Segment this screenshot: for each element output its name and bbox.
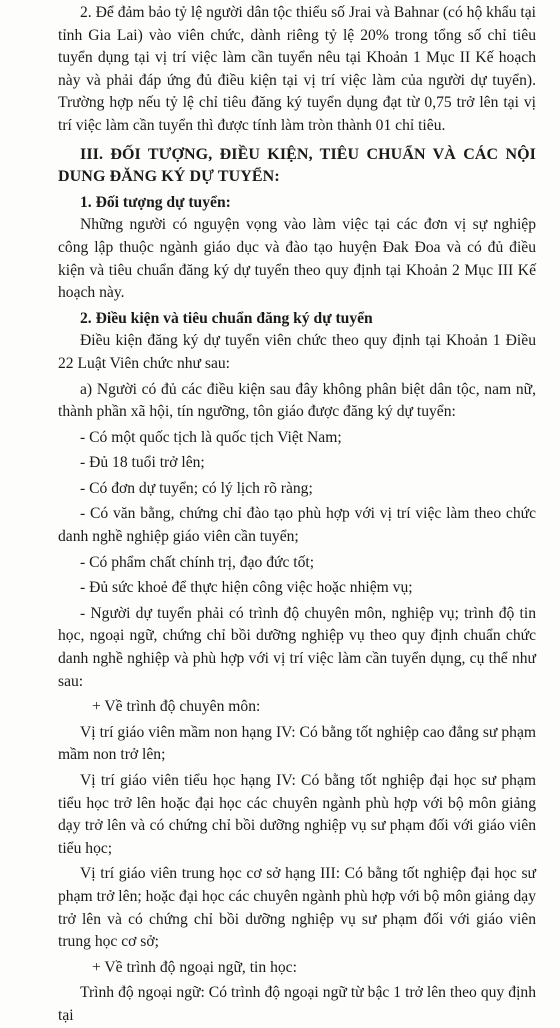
- professional-primary: Vị trí giáo viên tiểu học hạng IV: Có bằng tốt nghiệp đại học sư phạm tiểu học trở lên hoặc đại học các chuyên ngành phù hợp với bộ môn giảng dạy trở lên và có chứng chỉ bồi dưỡng nghiệp vụ sư phạm đối với giáo viên tiểu học;: [58, 772, 536, 857]
- paragraph-ethnic-quota: 2. Để đảm bảo tỷ lệ người dân tộc thiểu số Jrai và Bahnar (có hộ khẩu tại tỉnh Gia Lai) vào viên chức, dành riêng tỷ lệ 20% trong tổng số chỉ tiêu tuyển dụng tại vị trí việc làm cần tuyển nêu tại Khoản 1 Mục II Kế hoạch này và phải đáp ứng đủ điều kiện tại vị trí việc làm của người dự tuyển). Trường hợp nếu tỷ lệ chỉ tiêu đăng ký tuyển dụng đạt từ 0,75 trở lên tại vị trí việc làm cần tuyển thì được tính làm tròn thành 01 chỉ tiêu.: [58, 4, 536, 134]
- professional-preschool: Vị trí giáo viên mầm non hạng IV: Có bằng tốt nghiệp cao đẳng sư phạm mầm non trở lên;: [58, 723, 536, 764]
- professional-secondary: Vị trí giáo viên trung học cơ sở hạng III: Có bằng tốt nghiệp đại học sư phạm trở lên; hoặc đại học các chuyên ngành phù hợp với bộ môn giảng dạy trở lên và có chứng chỉ bồi dưỡng nghiệp vụ sư phạm đối với giáo viên trung học cơ sở;: [58, 865, 536, 951]
- paragraph-conditions-intro: Điều kiện đăng ký dự tuyển viên chức theo quy định tại Khoản 1 Điều 22 Luật Viên chức như sau:: [58, 332, 536, 372]
- subsection-heading-2: 2. Điều kiện và tiêu chuẩn đăng ký dự tuyển: [80, 309, 373, 327]
- language-it-heading: + Về trình độ ngoại ngữ, tin học:: [92, 958, 297, 976]
- section-heading-iii: III. ĐỐI TƯỢNG, ĐIỀU KIỆN, TIÊU CHUẨN VÀ CÁC NỘI DUNG ĐĂNG KÝ DỰ TUYỂN:: [58, 145, 536, 186]
- condition-nationality: - Có một quốc tịch là quốc tịch Việt Nam;: [80, 428, 342, 446]
- condition-ethics: - Có phẩm chất chính trị, đạo đức tốt;: [80, 553, 315, 571]
- subsection-heading-1: 1. Đối tượng dự tuyển:: [80, 193, 231, 211]
- condition-health: - Đủ sức khoẻ để thực hiện công việc hoặc nhiệm vụ;: [80, 579, 413, 597]
- condition-age: - Đủ 18 tuổi trở lên;: [80, 454, 205, 472]
- condition-application: - Có đơn dự tuyển; có lý lịch rõ ràng;: [80, 479, 313, 497]
- professional-heading: + Về trình độ chuyên môn:: [92, 698, 261, 716]
- document-body: [58, 2, 536, 1028]
- paragraph-item-a: a) Người có đủ các điều kiện sau đây không phân biệt dân tộc, nam nữ, thành phần xã hội, tín ngưỡng, tôn giáo được đăng ký dự tuyển:: [58, 380, 536, 421]
- condition-diplomas: - Có văn bằng, chứng chỉ đào tạo phù hợp với vị trí việc làm theo chức danh nghề nghiệp giáo viên cần tuyển;: [58, 505, 536, 546]
- language-requirement: Trình độ ngoại ngữ: Có trình độ ngoại ngữ từ bậc 1 trở lên theo quy định tại: [58, 984, 536, 1024]
- paragraph-candidates: Những người có nguyện vọng vào làm việc tại các đơn vị sự nghiệp công lập thuộc ngành giáo dục và đào tạo huyện Đak Đoa và có đủ điều kiện và tiêu chuẩn đăng ký dự tuyển theo quy định tại Khoản 2 Mục III Kế hoạch này.: [58, 216, 536, 302]
- condition-qualifications: - Người dự tuyển phải có trình độ chuyên môn, nghiệp vụ; trình độ tin học, ngoại ngữ, chứng chỉ bồi dưỡng nghiệp vụ theo quy định chuẩn chức danh nghề nghiệp và phù hợp với vị trí việc làm cần tuyển dụng, cụ thể như sau:: [58, 604, 536, 690]
